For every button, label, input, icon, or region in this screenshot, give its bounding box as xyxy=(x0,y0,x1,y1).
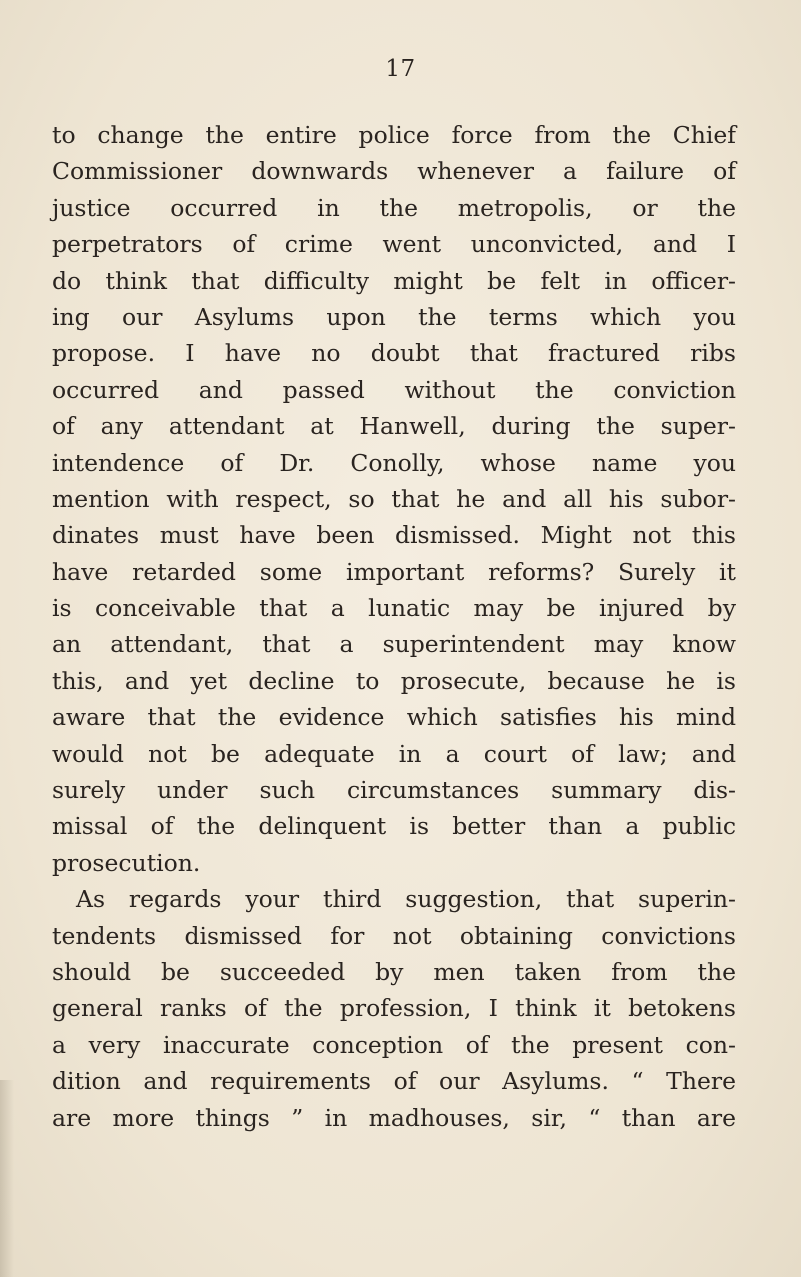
text-line: aware that the evidence which satisfies his mind xyxy=(52,703,736,732)
text-line: justice occurred in the metropolis, or the xyxy=(52,193,736,222)
text-line: dinates must have been dismissed. Might not this xyxy=(52,521,736,550)
text-line: surely under such circumstances summary dis- xyxy=(52,776,736,805)
text-line: an attendant, that a superintendent may know xyxy=(52,630,736,659)
text-line: do think that difficulty might be felt in officer- xyxy=(52,266,736,295)
text-line: dition and requirements of our Asylums. “ There xyxy=(52,1067,736,1096)
text-line: prosecution. xyxy=(52,848,201,877)
text-line: this, and yet decline to prosecute, because he is xyxy=(52,666,736,695)
binding-shadow xyxy=(0,1080,14,1277)
text-line: perpetrators of crime went unconvicted, and I xyxy=(52,230,736,259)
text-line: mention with respect, so that he and all his subor- xyxy=(52,484,736,513)
body-text xyxy=(52,117,736,1136)
text-line: to change the entire police force from the Chief xyxy=(52,121,736,149)
page-number: 17 xyxy=(385,56,416,82)
text-line: occurred and passed without the conviction xyxy=(52,375,736,404)
text-line: should be succeeded by men taken from the xyxy=(52,957,736,986)
text-line: would not be adequate in a court of law; and xyxy=(52,739,736,768)
text-line: is conceivable that a lunatic may be injured by xyxy=(52,594,736,623)
text-line: propose. I have no doubt that fractured ribs xyxy=(52,339,736,368)
text-line: have retarded some important reforms? Surely it xyxy=(52,557,736,586)
text-line: intendence of Dr. Conolly, whose name you xyxy=(52,448,736,477)
text-line: As regards your third suggestion, that superin- xyxy=(76,885,736,914)
text-line: general ranks of the profession, I think it betokens xyxy=(52,994,736,1023)
text-line: are more things ” in madhouses, sir, “ than are xyxy=(52,1103,736,1132)
text-line: missal of the delinquent is better than a public xyxy=(52,812,736,841)
text-line: Commissioner downwards whenever a failure of xyxy=(52,157,736,186)
text-line: tendents dismissed for not obtaining convictions xyxy=(52,921,736,950)
text-line: a very inaccurate conception of the present con- xyxy=(52,1030,736,1059)
text-line: ing our Asylums upon the terms which you xyxy=(52,302,736,331)
text-line: of any attendant at Hanwell, during the super- xyxy=(52,412,736,441)
